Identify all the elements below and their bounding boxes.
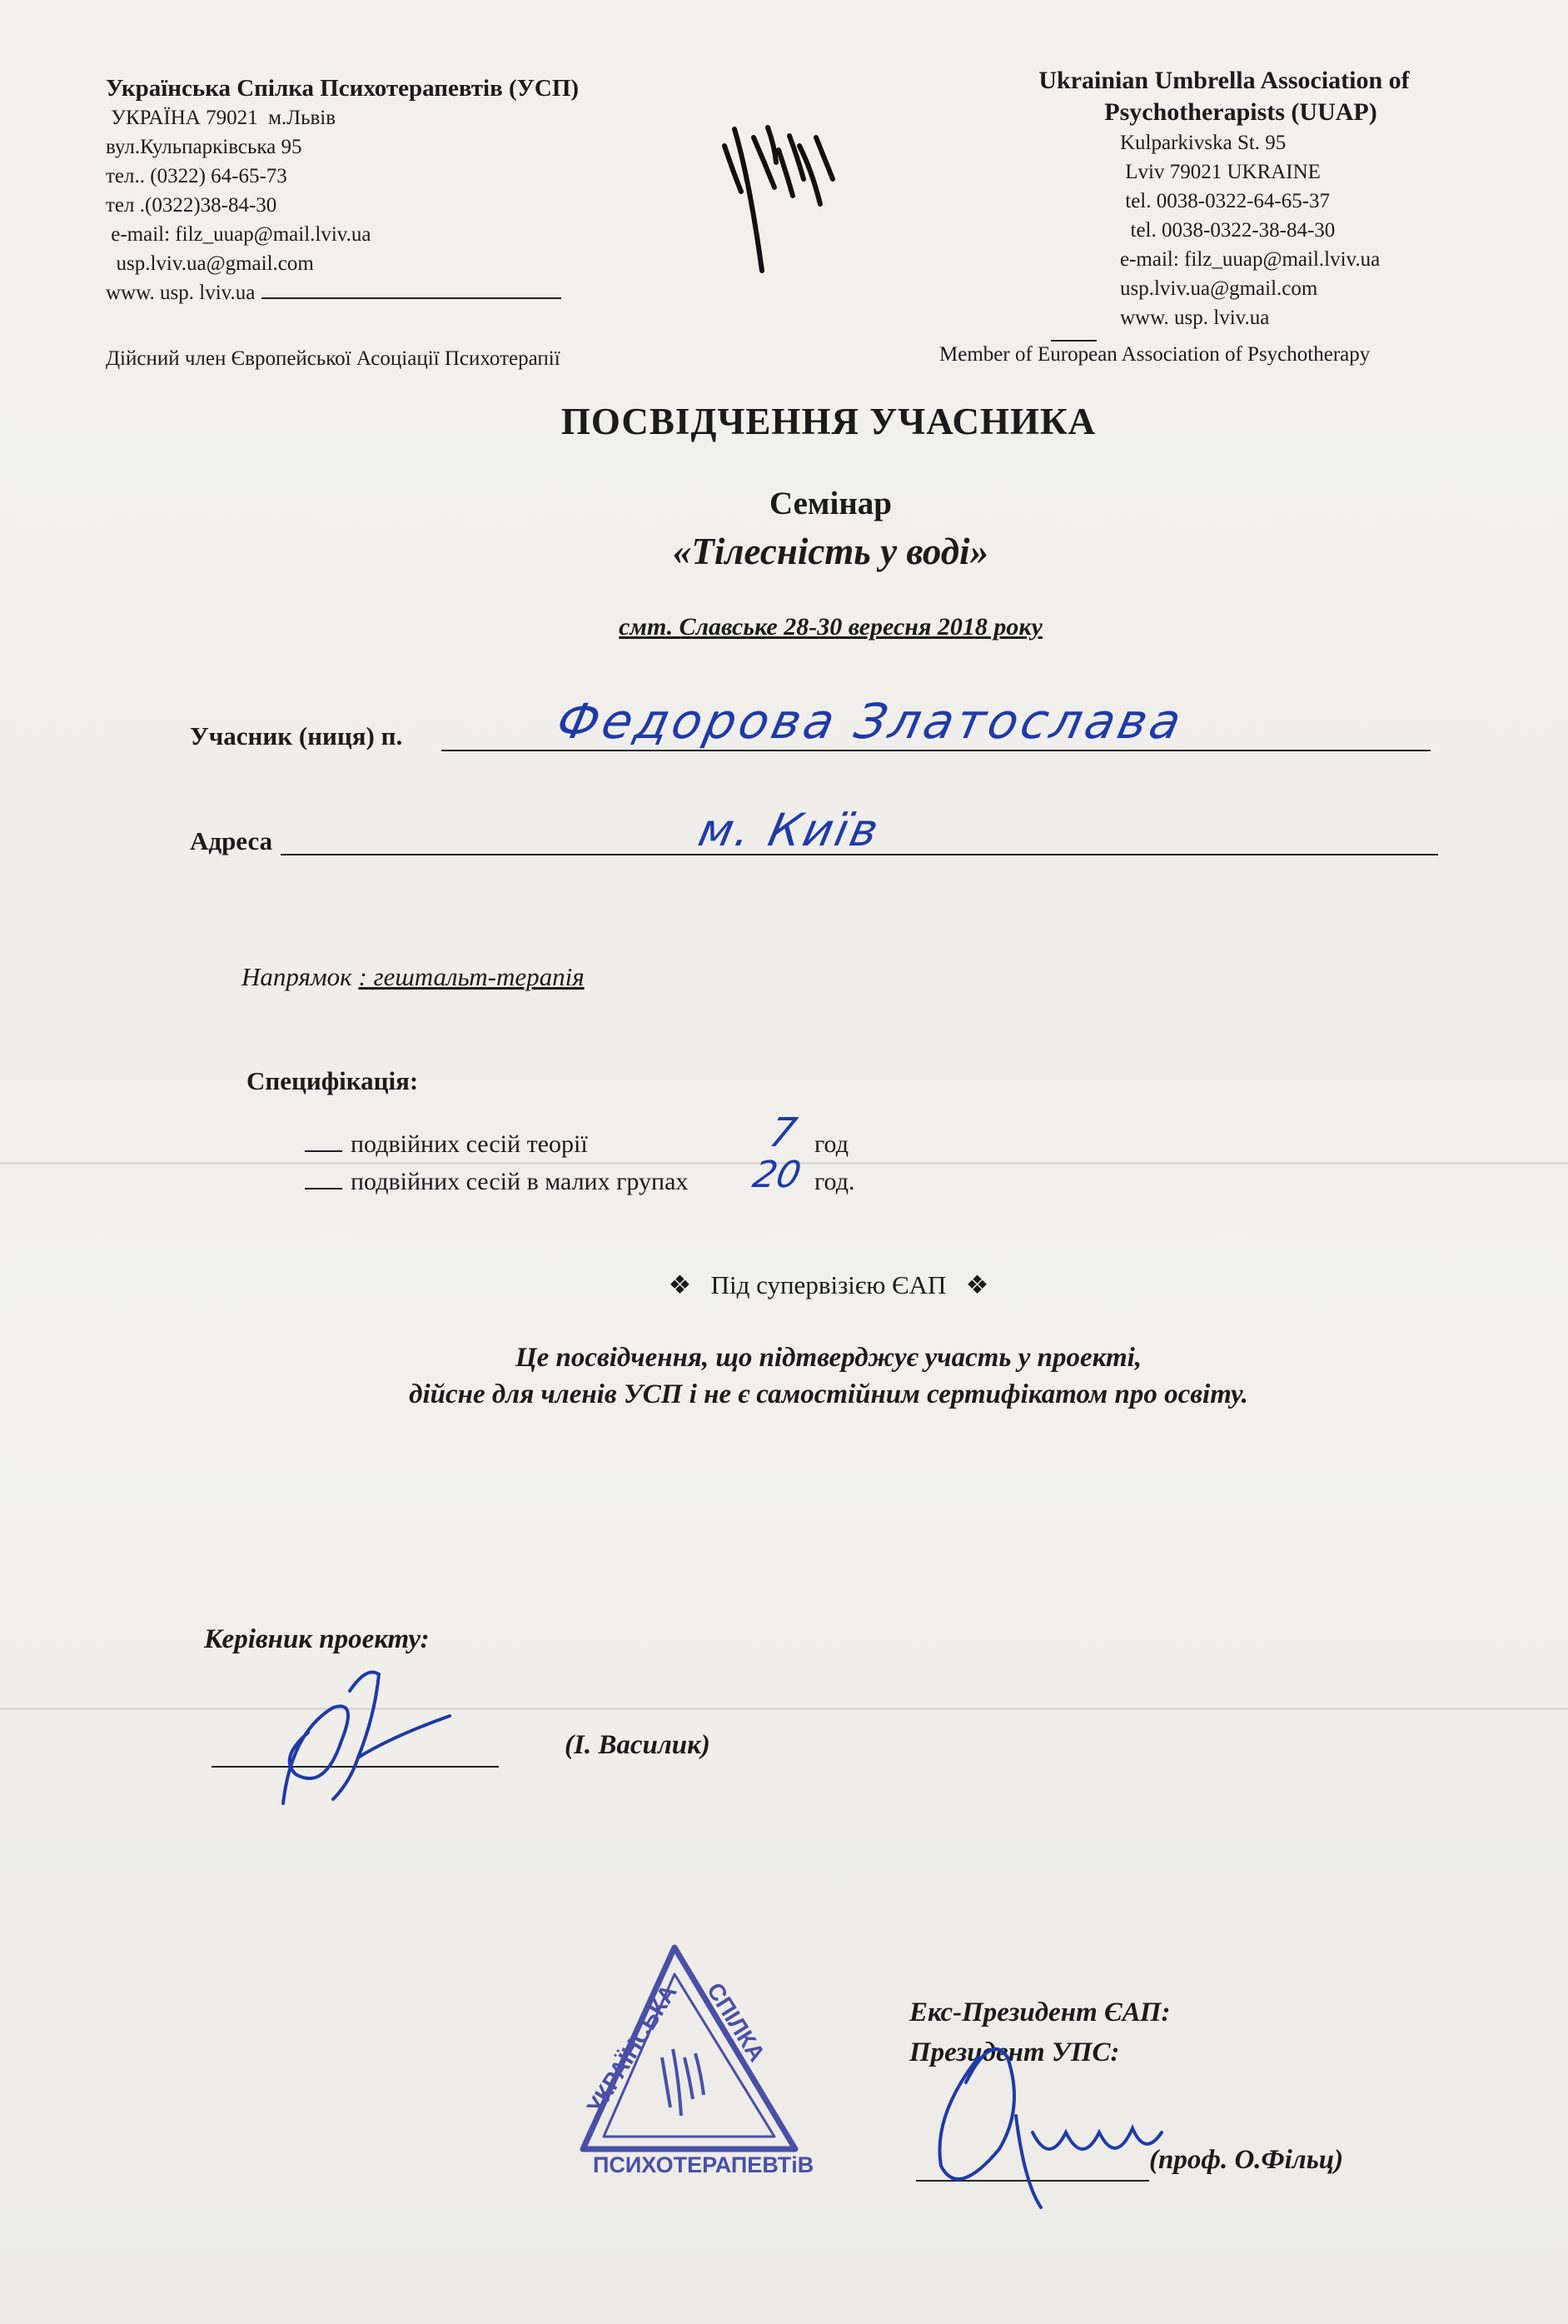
header-left-line: тел.. (0322) 64-65-73 bbox=[106, 165, 287, 187]
participant-label: Учасник (ниця) п. bbox=[190, 721, 403, 751]
org-name-ua: Українська Спілка Психотерапевтів (УСП) bbox=[106, 75, 580, 102]
spec-unit: год. bbox=[814, 1168, 855, 1195]
header-right-line: Lviv 79021 UKRAINE bbox=[1120, 161, 1321, 183]
place-date: смт. Славське 28-30 вересня 2018 року bbox=[619, 613, 1043, 641]
header-right-line: Kulparkivska St. 95 bbox=[1120, 132, 1287, 154]
address-label: Адреса bbox=[190, 826, 273, 855]
spec-value: 20 bbox=[749, 1154, 805, 1196]
direction-label: Напрямок bbox=[241, 962, 352, 991]
header-right-line: e-mail: filz_uuap@mail.lviv.ua bbox=[1120, 248, 1381, 271]
document-title: ПОСВІДЧЕННЯ УЧАСНИКА bbox=[560, 401, 1097, 442]
header-left-line: вул.Кульпарківська 95 bbox=[106, 136, 302, 158]
org-name-en-line2: Psychotherapists (UUAP) bbox=[1104, 98, 1377, 126]
direction-value: : гештальт-терапія bbox=[358, 962, 585, 991]
spec-value: 7 bbox=[765, 1110, 801, 1156]
diamond-ornament-icon: ❖ bbox=[668, 1270, 692, 1299]
spec-label: подвійних сесій в малих групах bbox=[351, 1168, 689, 1195]
supervision-text: Під супервізією ЄАП bbox=[710, 1270, 947, 1299]
stamp-text-bottom: ПСИХОТЕРАПЕВТіВ bbox=[593, 2152, 814, 2177]
header-right-line: tel. 0038-0322-38-84-30 bbox=[1120, 219, 1336, 242]
seminar-name: «Тілесність у воді» bbox=[672, 531, 989, 572]
stamp-text-right: СПІЛКА bbox=[701, 1977, 770, 2067]
ex-president-label: Екс-Президент ЄАП: bbox=[909, 1997, 1171, 2027]
header-right-line: www. usp. lviv.ua bbox=[1120, 307, 1270, 329]
note-line-1: Це посвідчення, що підтверджує участь у проекті, bbox=[515, 1343, 1142, 1373]
spec-unit: год bbox=[814, 1130, 849, 1158]
spec-heading: Специфікація: bbox=[246, 1066, 419, 1095]
header-right-line: usp.lviv.ua@gmail.com bbox=[1120, 277, 1318, 300]
spec-label: подвійних сесій теорії bbox=[351, 1130, 588, 1158]
header-left-line: www. usp. lviv.ua bbox=[106, 282, 256, 304]
project-head-label: Керівник проекту: bbox=[204, 1624, 430, 1654]
president-signature bbox=[939, 2049, 1162, 2207]
president-name: (проф. О.Фільц) bbox=[1149, 2145, 1344, 2175]
stamp-text-left: УКРАЇНСЬКА bbox=[581, 1980, 682, 2119]
address-value: м. Київ bbox=[694, 804, 886, 856]
project-head-signature bbox=[283, 1673, 450, 1804]
header-right-line: tel. 0038-0322-64-65-37 bbox=[1120, 190, 1331, 212]
org-name-en-line1: Ukrainian Umbrella Association of bbox=[1038, 67, 1410, 94]
header-left-line: usp.lviv.ua@gmail.com bbox=[106, 252, 314, 275]
project-head-name: (І. Василик) bbox=[565, 1730, 710, 1760]
seminar-label: Семінар bbox=[769, 486, 892, 521]
header-left-line: тел .(0322)38-84-30 bbox=[106, 194, 277, 217]
member-note-ua: Дійсний член Європейської Асоціації Психотерапії bbox=[106, 347, 560, 370]
note-line-2: дійсне для членів УСП і не є самостійним сертифікатом про освіту. bbox=[409, 1379, 1248, 1409]
participant-value: Федорова Златослава bbox=[551, 693, 1190, 750]
president-label: Президент УПС: bbox=[909, 2037, 1120, 2067]
header-left-line: УКРАЇНА 79021 м.Львів bbox=[106, 107, 336, 129]
diamond-ornament-icon: ❖ bbox=[965, 1270, 989, 1299]
header-left-line: e-mail: filz_uuap@mail.lviv.ua bbox=[106, 223, 371, 246]
member-note-en: Member of European Association of Psychotherapy bbox=[939, 343, 1371, 366]
